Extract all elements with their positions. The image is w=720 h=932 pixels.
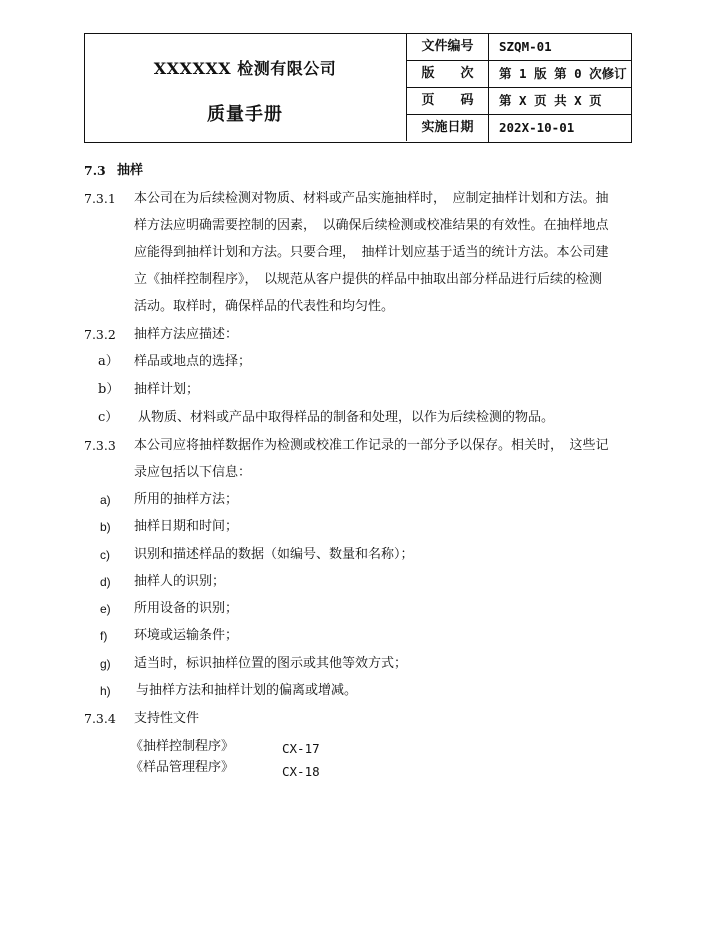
list-item: 从物质、材料或产品中取得样品的制备和处理，以作为后续检测的物品。 xyxy=(138,410,555,425)
paragraph-line: 本公司应将抽样数据作为检测或校准工作记录的一部分予以保存。相关时， 这些记 xyxy=(134,438,609,453)
paragraph-line: 活动。取样时，确保样品的代表性和均匀性。 xyxy=(134,299,395,314)
clause-number-7-3-2: 7.3.2 xyxy=(84,327,116,342)
document-header-table xyxy=(84,33,632,143)
header-row-doc-number xyxy=(407,34,631,61)
list-marker: d) xyxy=(100,575,111,589)
header-key: 文件编号 xyxy=(407,34,489,60)
paragraph-line: 录应包括以下信息： xyxy=(134,465,252,480)
clause-number-7-3-4: 7.3.4 xyxy=(84,711,116,726)
paragraph-line: 立《抽样控制程序》， 以规范从客户提供的样品中抽取出部分样品进行后续的检测 xyxy=(134,272,603,287)
section-title: 抽样 xyxy=(117,163,144,178)
clause-title: 抽样方法应描述： xyxy=(134,327,239,342)
clause-number-7-3-1: 7.3.1 xyxy=(84,191,116,206)
header-row-effective-date xyxy=(407,115,631,142)
header-key: 页 码 xyxy=(407,88,489,114)
list-marker: a) xyxy=(100,493,111,507)
list-item: 所用设备的识别； xyxy=(134,601,239,616)
supporting-doc-name: 《样品管理程序》 xyxy=(130,760,235,775)
list-item: 与抽样方法和抽样计划的偏离或增减。 xyxy=(136,683,358,698)
clause-number-7-3-3: 7.3.3 xyxy=(84,438,116,453)
list-marker: h) xyxy=(100,684,111,698)
list-marker: f) xyxy=(100,629,108,643)
list-marker: g) xyxy=(100,657,111,671)
manual-title: 质量手册 xyxy=(207,104,283,125)
list-item: 抽样计划； xyxy=(134,382,200,397)
header-value: SZQM-01 xyxy=(499,39,552,54)
paragraph-line: 样方法应明确需要控制的因素， 以确保后续检测或校准结果的有效性。在抽样地点 xyxy=(134,218,609,233)
supporting-doc-code: CX-17 xyxy=(282,741,320,756)
list-marker: a） xyxy=(98,354,119,369)
list-item: 环境或运输条件； xyxy=(134,628,239,643)
header-title-cell xyxy=(85,34,407,141)
list-item: 抽样人的识别； xyxy=(134,574,226,589)
header-value: 第 1 版 第 0 次修订 xyxy=(499,66,627,81)
list-marker: e) xyxy=(100,602,111,616)
list-marker: c) xyxy=(100,548,110,562)
list-item: 识别和描述样品的数据（如编号、数量和名称）； xyxy=(134,547,414,562)
header-value: 202X-10-01 xyxy=(499,120,575,135)
company-name: XXXXXX 检测有限公司 xyxy=(153,59,337,78)
clause-title: 支持性文件 xyxy=(134,711,200,726)
header-row-edition xyxy=(407,61,631,88)
list-item: 适当时，标识抽样位置的图示或其他等效方式； xyxy=(134,656,408,671)
header-row-page xyxy=(407,88,631,115)
header-key: 实施日期 xyxy=(407,115,489,142)
supporting-doc-name: 《抽样控制程序》 xyxy=(130,739,235,754)
list-item: 所用的抽样方法； xyxy=(134,492,239,507)
list-item: 抽样日期和时间； xyxy=(134,519,239,534)
list-marker: b) xyxy=(100,520,111,534)
paragraph-line: 本公司在为后续检测对物质、材料或产品实施抽样时， 应制定抽样计划和方法。抽 xyxy=(134,191,609,206)
header-value: 第 X 页 共 X 页 xyxy=(499,93,602,108)
supporting-doc-code: CX-18 xyxy=(282,764,320,779)
header-key: 版 次 xyxy=(407,61,489,87)
section-number: 7.3 xyxy=(84,163,106,178)
paragraph-line: 应能得到抽样计划和方法。只要合理， 抽样计划应基于适当的统计方法。本公司建 xyxy=(134,245,609,260)
list-marker: b） xyxy=(98,382,120,397)
list-item: 样品或地点的选择； xyxy=(134,354,252,369)
list-marker: c） xyxy=(98,410,119,425)
